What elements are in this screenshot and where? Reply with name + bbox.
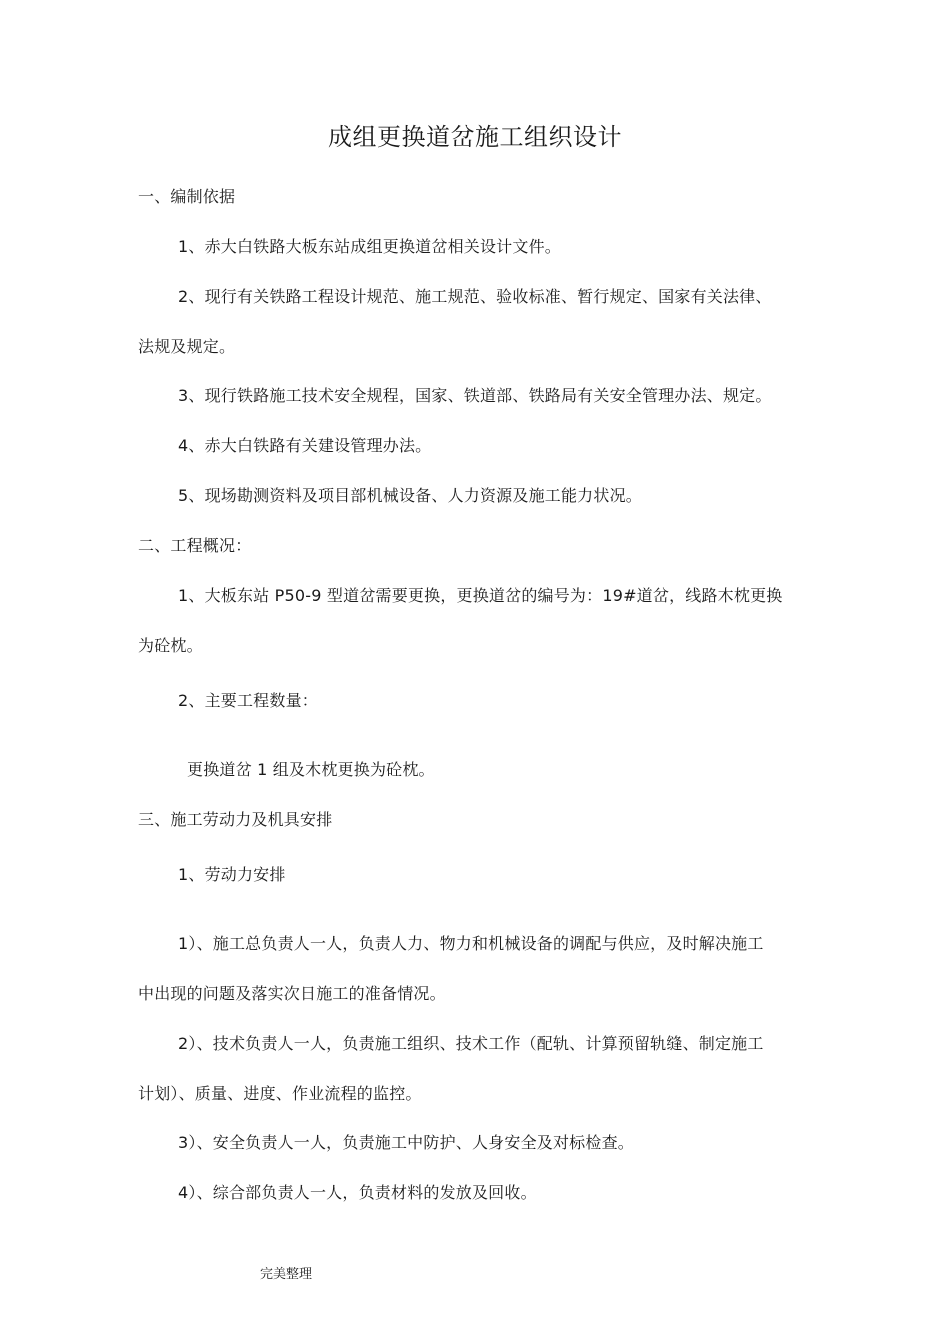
paragraph-line: 1、赤大白铁路大板东站成组更换道岔相关设计文件。 — [178, 237, 561, 256]
paragraph-line: 3）、安全负责人一人，负责施工中防护、人身安全及对标检查。 — [178, 1133, 634, 1152]
document-title: 成组更换道岔施工组织设计 — [328, 123, 622, 151]
section-heading-3: 三、施工劳动力及机具安排 — [138, 810, 333, 829]
paragraph-line: 中出现的问题及落实次日施工的准备情况。 — [138, 984, 446, 1003]
section-heading-1: 一、编制依据 — [138, 187, 236, 206]
paragraph-line: 3、现行铁路施工技术安全规程，国家、铁道部、铁路局有关安全管理办法、规定。 — [178, 386, 772, 405]
paragraph-line: 4）、综合部负责人一人，负责材料的发放及回收。 — [178, 1183, 537, 1202]
paragraph-line: 1、劳动力安排 — [178, 865, 286, 884]
paragraph-line: 2、主要工程数量： — [178, 691, 318, 710]
paragraph-line: 1、大板东站 P50-9 型道岔需要更换，更换道岔的编号为：19#道岔，线路木枕更换 — [178, 586, 783, 605]
paragraph-line: 法规及规定。 — [138, 337, 236, 356]
paragraph-line: 2）、技术负责人一人，负责施工组织、技术工作（配轨、计算预留轨缝、制定施工 — [178, 1034, 764, 1053]
section-heading-2: 二、工程概况： — [138, 536, 252, 555]
paragraph-line: 为砼枕。 — [138, 636, 203, 655]
paragraph-line: 5、现场勘测资料及项目部机械设备、人力资源及施工能力状况。 — [178, 486, 642, 505]
paragraph-line: 计划）、质量、进度、作业流程的监控。 — [138, 1084, 422, 1103]
paragraph-line: 更换道岔 1 组及木枕更换为砼枕。 — [187, 760, 435, 779]
footer-note: 完美整理 — [260, 1267, 313, 1282]
paragraph-line: 4、赤大白铁路有关建设管理办法。 — [178, 436, 432, 455]
paragraph-line: 2、现行有关铁路工程设计规范、施工规范、验收标准、暂行规定、国家有关法律、 — [178, 287, 772, 306]
paragraph-line: 1）、施工总负责人一人，负责人力、物力和机械设备的调配与供应，及时解决施工 — [178, 934, 764, 953]
